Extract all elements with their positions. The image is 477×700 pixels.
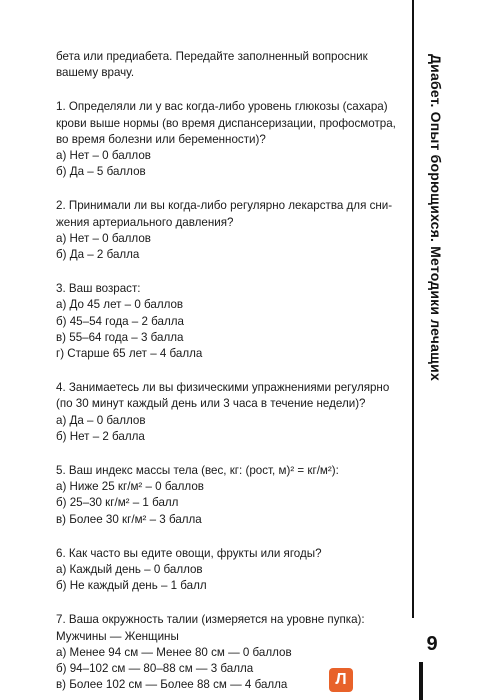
question-1-option-a: а) Нет – 0 баллов xyxy=(56,149,151,163)
question-6-option-a: а) Каждый день – 0 баллов xyxy=(56,563,203,577)
question-3-option-d: г) Старше 65 лет – 4 балла xyxy=(56,347,203,361)
question-4-option-a: а) Да – 0 баллов xyxy=(56,413,146,427)
question-7-option-c: в) Более 102 см — Более 88 см — 4 балла xyxy=(56,678,288,692)
running-title: Диабет. Опыт борющихся. Методики лечащих xyxy=(428,54,444,381)
publisher-logo: Л xyxy=(329,668,353,692)
question-2 xyxy=(56,198,404,263)
question-1-text: 1. Определяли ли у вас когда-либо уровень глюкозы (сахара) крови выше нормы (во время диспансеризации, профосмотра, во время болезни или беременности)? xyxy=(56,100,396,146)
question-1 xyxy=(56,99,404,180)
question-5-option-a: а) Ниже 25 кг/м² – 0 баллов xyxy=(56,480,204,494)
question-3-text: 3. Ваш возраст: xyxy=(56,282,141,296)
question-3-option-b: б) 45–54 года – 2 балла xyxy=(56,314,184,328)
question-7-option-b: б) 94–102 см — 80–88 см — 3 балла xyxy=(56,662,254,676)
question-4-text: 4. Занимаетесь ли вы физическими упражнениями регулярно (по 30 минут каждый день или 3 часа в течение недели)? xyxy=(56,381,390,411)
question-5-option-b: б) 25–30 кг/м² – 1 балл xyxy=(56,496,179,510)
question-7-option-a: а) Менее 94 см — Менее 80 см — 0 баллов xyxy=(56,645,292,659)
question-1-option-b: б) Да – 5 баллов xyxy=(56,165,146,179)
question-6-option-b: б) Не каждый день – 1 балл xyxy=(56,579,207,593)
page-body xyxy=(56,49,404,694)
question-5-text: 5. Ваш индекс массы тела (вес, кг: (рост, м)² = кг/м²): xyxy=(56,464,339,478)
intro-paragraph: бета или предиабета. Передайте заполненный вопросник вашему врачу. xyxy=(56,50,368,80)
question-3-option-a: а) До 45 лет – 0 баллов xyxy=(56,298,184,312)
question-5-option-c: в) Более 30 кг/м² – 3 балла xyxy=(56,512,202,526)
question-6-text: 6. Как часто вы едите овощи, фрукты или ягоды? xyxy=(56,546,322,560)
question-4 xyxy=(56,380,404,445)
question-2-option-b: б) Да – 2 балла xyxy=(56,248,140,262)
question-3 xyxy=(56,281,404,362)
question-7-subheader: Мужчины — Женщины xyxy=(56,629,179,643)
sidebar-divider xyxy=(412,0,414,618)
question-4-option-b: б) Нет – 2 балла xyxy=(56,429,145,443)
question-5 xyxy=(56,463,404,528)
question-2-text: 2. Принимали ли вы когда-либо регулярно лекарства для сни-жения артериального давления? xyxy=(56,199,393,229)
page-number: 9 xyxy=(426,633,438,655)
bottom-divider xyxy=(419,662,423,700)
question-3-option-c: в) 55–64 года – 3 балла xyxy=(56,330,184,344)
question-6 xyxy=(56,546,404,595)
question-2-option-a: а) Нет – 0 баллов xyxy=(56,231,151,245)
question-7-text: 7. Ваша окружность талии (измеряется на уровне пупка): xyxy=(56,613,365,627)
